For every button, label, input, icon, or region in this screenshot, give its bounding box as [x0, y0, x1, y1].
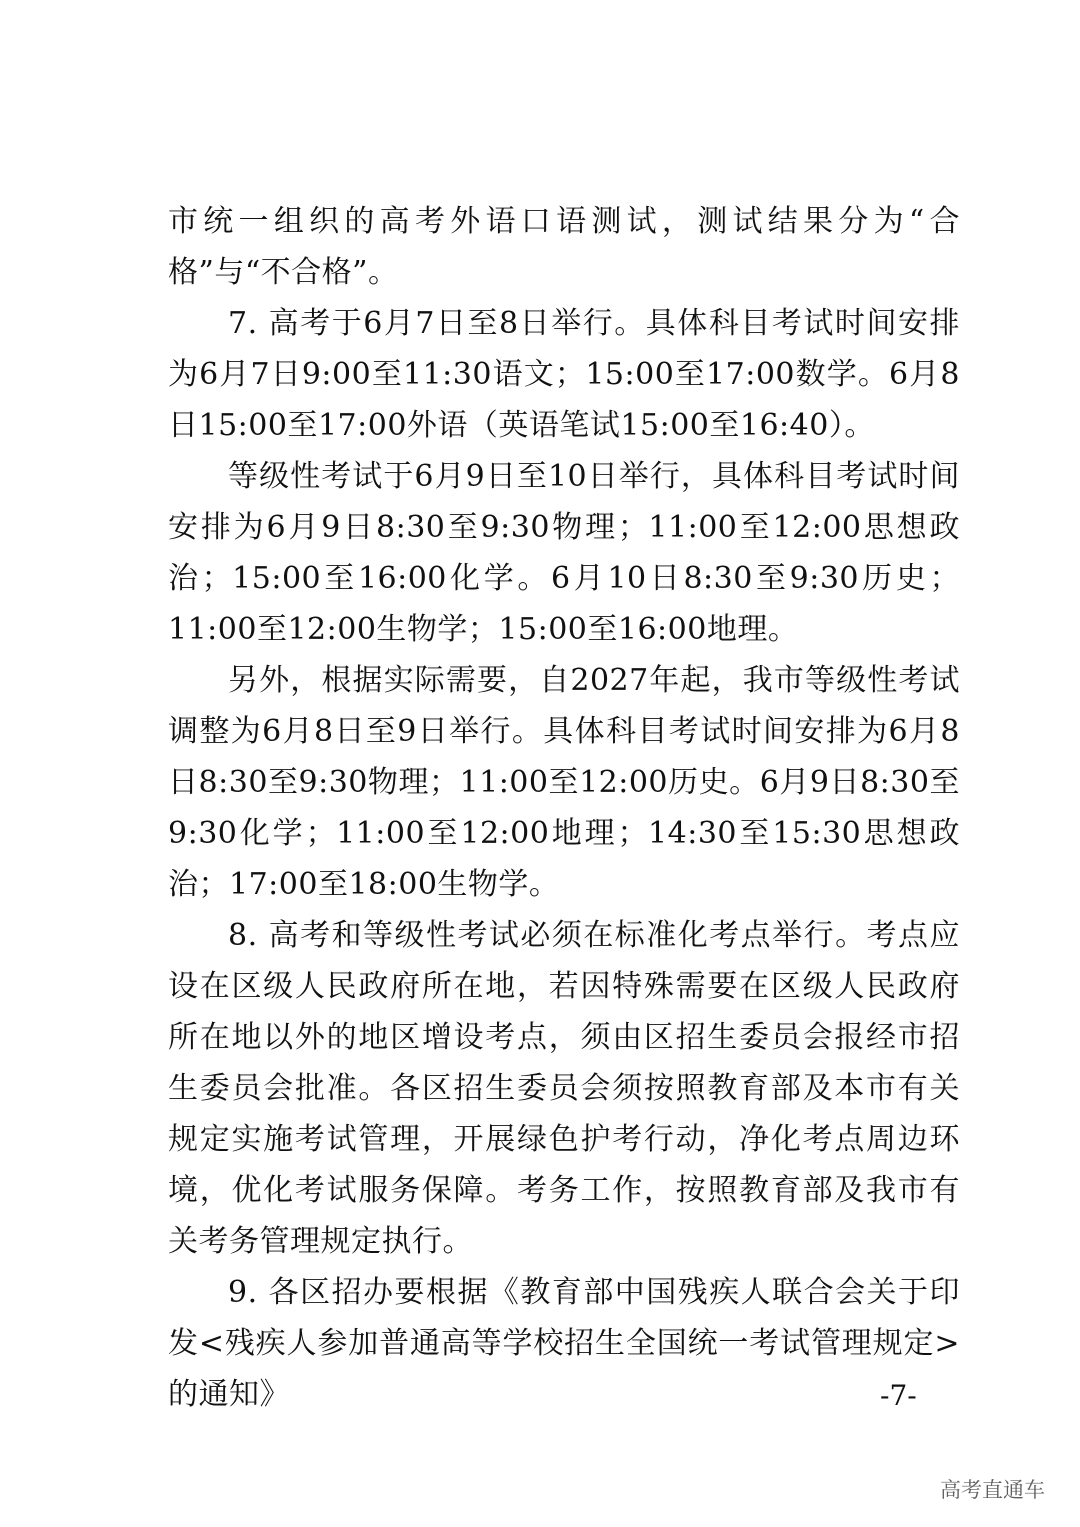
paragraph-8-exam-sites: 8. 高考和等级性考试必须在标准化考点举行。考点应设在区级人民政府所在地，若因特殊需要在区级人民政府所在地以外的地区增设考点，须由区招生委员会报经市招生委员会批准。各区招生委员会须按照教育部及本市有关规定实施考试管理，开展绿色护考行动，净化考点周边环境，优化考试服务保障。考务工作，按照教育部及我市有关考务管理规定执行。	[168, 918, 960, 1259]
paragraph-9-disabled-candidates: 9. 各区招办要根据《教育部中国残疾人联合会关于印发<残疾人参加普通高等学校招生全国统一考试管理规定>的通知》	[168, 1275, 960, 1412]
document-body	[168, 196, 960, 1420]
page-number: -7-	[880, 1379, 917, 1412]
watermark-label: 高考直通车	[940, 1478, 1045, 1502]
paragraph-7-gaokao-schedule: 7. 高考于6月7日至8日举行。具体科目考试时间安排为6月7日9:00至11:30语文；15:00至17:00数学。6月8日15:00至17:00外语（英语笔试15:00至16:40）。	[168, 306, 960, 443]
paragraph-2027-adjustment: 另外，根据实际需要，自2027年起，我市等级性考试调整为6月8日至9日举行。具体科目考试时间安排为6月8日8:30至9:30物理；11:00至12:00历史。6月9日8:30至9:30化学；11:00至12:00地理；14:30至15:30思想政治；17:00至18:00生物学。	[168, 663, 960, 902]
paragraph-level-exam-schedule: 等级性考试于6月9日至10日举行，具体科目考试时间安排为6月9日8:30至9:30物理；11:00至12:00思想政治；15:00至16:00化学。6月10日8:30至9:30历史；11:00至12:00生物学；15:00至16:00地理。	[168, 459, 960, 647]
paragraph-oral-test-result: 市统一组织的高考外语口语测试，测试结果分为“合格”与“不合格”。	[168, 204, 960, 290]
